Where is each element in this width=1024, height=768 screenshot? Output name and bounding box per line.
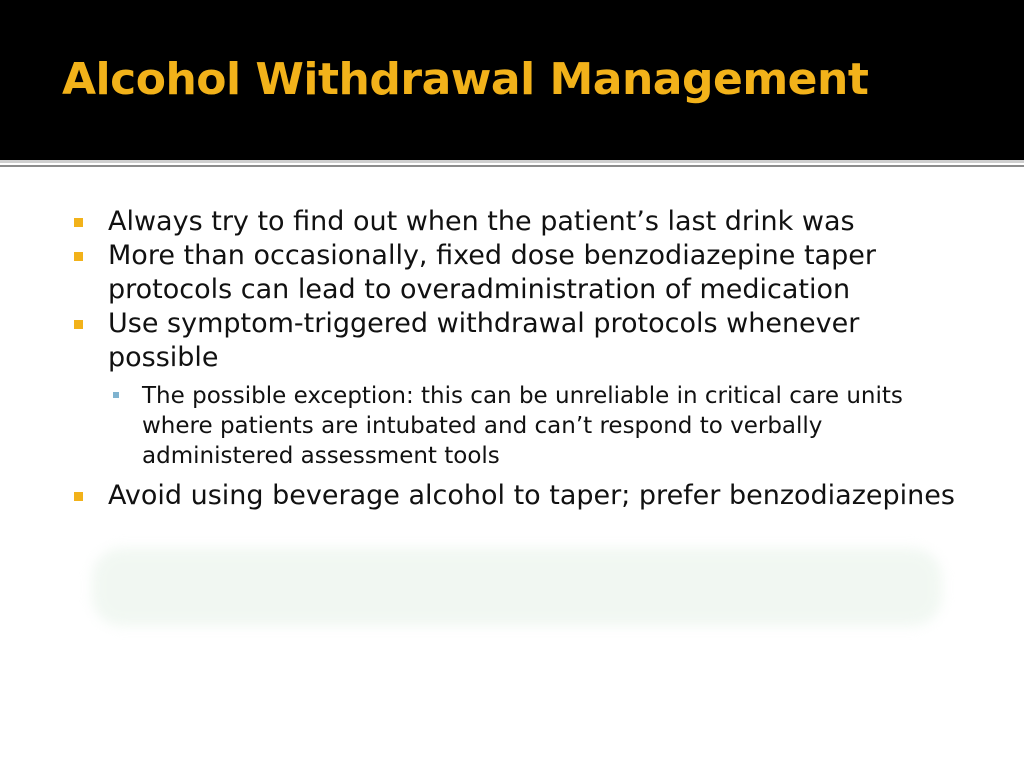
sub-bullet-item-exception xyxy=(108,381,970,471)
small-square-bullet-icon xyxy=(113,392,119,398)
slide-title: Alcohol Withdrawal Management xyxy=(62,54,869,105)
bullet-item-fixed-dose xyxy=(70,239,970,307)
bullet-item-beverage-alcohol xyxy=(70,479,970,513)
bullet-text: More than occasionally, fixed dose benzodiazepine taper protocols can lead to overadministration of medication xyxy=(108,240,876,305)
title-divider-light xyxy=(0,160,1024,163)
square-bullet-icon xyxy=(74,320,83,329)
bullet-list xyxy=(70,205,970,513)
bullet-text: Always try to find out when the patient’s last drink was xyxy=(108,206,855,237)
title-bar xyxy=(0,0,1024,160)
slide-content xyxy=(70,205,970,513)
faded-smudge xyxy=(92,548,942,626)
sub-bullet-text: The possible exception: this can be unreliable in critical care units where patients are intubated and can’t respond to verbally administered assessment tools xyxy=(142,383,903,469)
bullet-text: Avoid using beverage alcohol to taper; prefer benzodiazepines xyxy=(108,480,955,511)
bullet-item-last-drink xyxy=(70,205,970,239)
bullet-item-symptom-triggered xyxy=(70,307,970,471)
title-divider-dark xyxy=(0,165,1024,167)
square-bullet-icon xyxy=(74,492,83,501)
sub-bullet-list xyxy=(108,381,970,471)
square-bullet-icon xyxy=(74,252,83,261)
square-bullet-icon xyxy=(74,218,83,227)
bullet-text: Use symptom-triggered withdrawal protocols whenever possible xyxy=(108,308,860,373)
